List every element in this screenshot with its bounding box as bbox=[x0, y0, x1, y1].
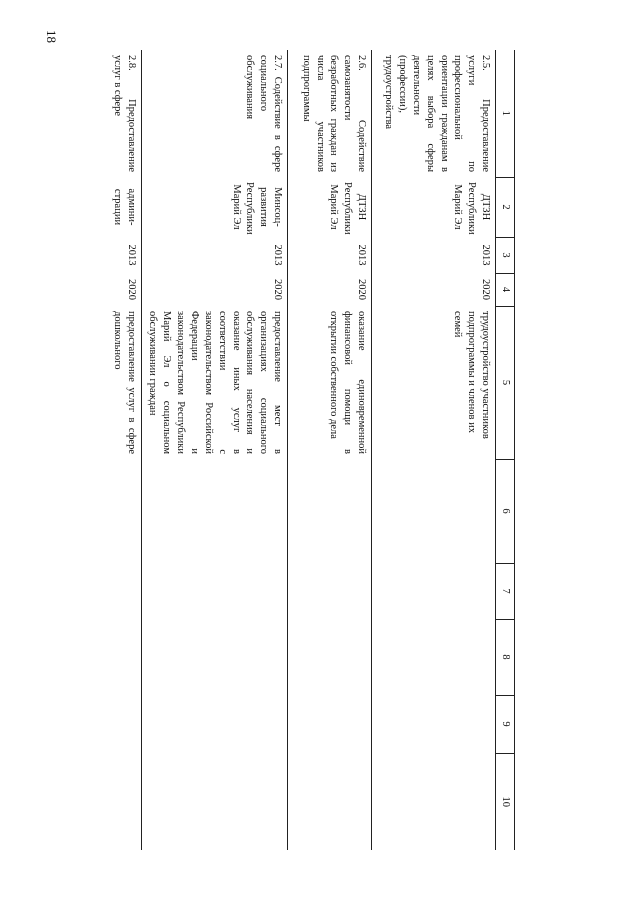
header-cell-7: 7 bbox=[496, 563, 515, 619]
table-row bbox=[142, 50, 288, 850]
table-cell bbox=[107, 459, 141, 563]
executor-cell: ДТЗН Республики Марий Эл bbox=[288, 177, 372, 237]
header-cell-10: 10 bbox=[496, 753, 515, 850]
executor-cell: админи- страции bbox=[107, 177, 141, 237]
header-cell-8: 8 bbox=[496, 619, 515, 695]
table-cell bbox=[372, 459, 496, 563]
table-row bbox=[372, 50, 496, 850]
activity-name-cell: 2.8. Предоставление услуг в сфере bbox=[107, 50, 141, 177]
start-year-cell: 2013 bbox=[372, 237, 496, 273]
table-row bbox=[107, 50, 141, 850]
end-year-cell: 2020 bbox=[372, 273, 496, 306]
start-year-cell: 2013 bbox=[142, 237, 288, 273]
table-cell bbox=[288, 753, 372, 850]
table-cell bbox=[288, 695, 372, 753]
table-cell bbox=[107, 563, 141, 619]
header-cell-4: 4 bbox=[496, 273, 515, 306]
table-cell bbox=[142, 619, 288, 695]
activity-name-cell: 2.7. Содействие в сфере социального обслуживания bbox=[142, 50, 288, 177]
start-year-cell: 2013 bbox=[288, 237, 372, 273]
table-cell bbox=[372, 753, 496, 850]
table-cell bbox=[288, 563, 372, 619]
program-activities-table bbox=[107, 50, 515, 850]
header-cell-1: 1 bbox=[496, 50, 515, 177]
page-number: 18 bbox=[44, 30, 59, 43]
table-row bbox=[288, 50, 372, 850]
rotated-table-container bbox=[112, 50, 515, 850]
table-cell bbox=[107, 695, 141, 753]
activity-name-cell: 2.5. Предоставление услуги по профессиональной ориентации гражданам в целях выбора сферы деятельности (профессии), трудоустройства bbox=[372, 50, 496, 177]
table-cell bbox=[372, 695, 496, 753]
activity-name-cell: 2.6. Содействие самозанятости безработных граждан из числа участников подпрограммы bbox=[288, 50, 372, 177]
table-cell bbox=[107, 619, 141, 695]
table-cell bbox=[288, 619, 372, 695]
header-cell-9: 9 bbox=[496, 695, 515, 753]
table-cell bbox=[288, 459, 372, 563]
end-year-cell: 2020 bbox=[142, 273, 288, 306]
expected-result-cell: оказание единовременной финансовой помощи в открытии собственного дела bbox=[288, 306, 372, 459]
table-cell bbox=[142, 563, 288, 619]
end-year-cell: 2020 bbox=[107, 273, 141, 306]
executor-cell: ДТЗН Республики Марий Эл bbox=[372, 177, 496, 237]
table-cell bbox=[142, 695, 288, 753]
table-cell bbox=[372, 619, 496, 695]
header-cell-3: 3 bbox=[496, 237, 515, 273]
executor-cell: Минсоц- развития Республики Марий Эл bbox=[142, 177, 288, 237]
expected-result-cell: предоставление услуг в сфере дошкольного bbox=[107, 306, 141, 459]
expected-result-cell: предоставление мест в организациях социального обслуживания населения и оказание иных услуг в соответствии с законодательством Российской Федерации и законодательством Республики Марий Эл о социальном обслуживании граждан bbox=[142, 306, 288, 459]
table-cell bbox=[142, 459, 288, 563]
header-cell-5: 5 bbox=[496, 306, 515, 459]
expected-result-cell: трудоустройство участников подпрограммы и членов их семей bbox=[372, 306, 496, 459]
end-year-cell: 2020 bbox=[288, 273, 372, 306]
table-cell bbox=[372, 563, 496, 619]
table-cell bbox=[142, 753, 288, 850]
header-cell-6: 6 bbox=[496, 459, 515, 563]
table-cell bbox=[107, 753, 141, 850]
header-row bbox=[496, 50, 515, 850]
header-cell-2: 2 bbox=[496, 177, 515, 237]
start-year-cell: 2013 bbox=[107, 237, 141, 273]
